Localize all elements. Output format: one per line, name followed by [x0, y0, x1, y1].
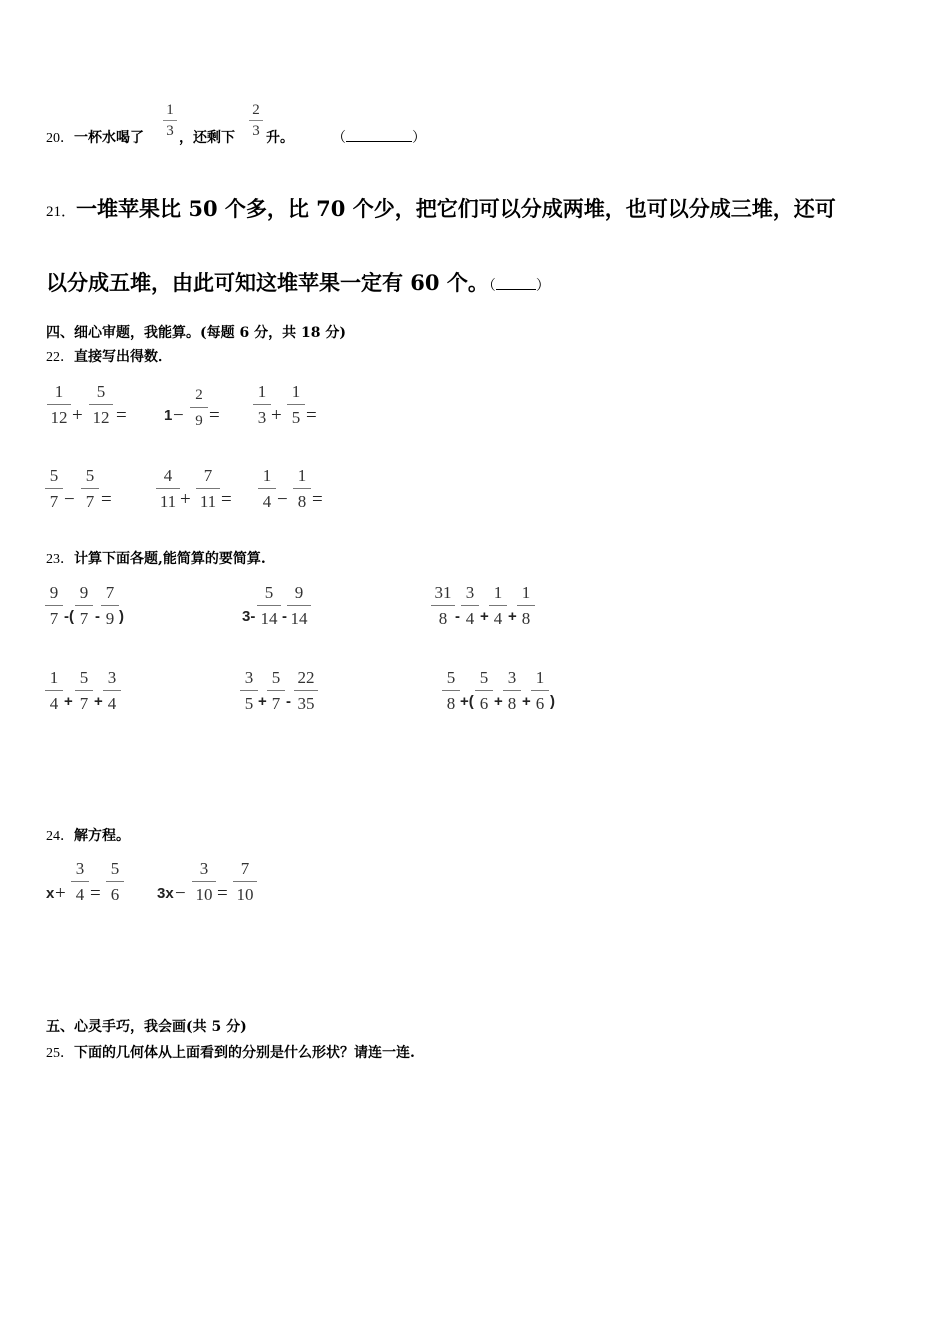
fraction: 5 6	[474, 667, 494, 715]
fraction: 31 8	[430, 582, 456, 630]
fraction: 5 14	[256, 582, 282, 630]
q20-answer-blank[interactable]: （ ）	[332, 130, 426, 146]
section-5-title: 五、心灵手巧，我会画(共 5 分)	[46, 1019, 247, 1035]
equals: =	[221, 489, 232, 510]
fraction: 4 11	[155, 465, 181, 513]
fraction: 7 11	[195, 465, 221, 513]
fraction: 1 5	[286, 381, 306, 429]
section-4-title: 四、细心审题，我能算。(每题 6 分，共 18 分)	[46, 325, 346, 341]
equals: =	[312, 489, 323, 510]
operator: -(	[64, 608, 74, 625]
fraction: 3 5	[239, 667, 259, 715]
operator: -	[286, 693, 291, 710]
fraction: 3 4	[460, 582, 480, 630]
q22-heading: 22．直接写出得数．	[46, 349, 172, 365]
fraction: 1 3	[252, 381, 272, 429]
fraction: 22 35	[293, 667, 319, 715]
fraction: 5 7	[74, 667, 94, 715]
fraction: 1 8	[292, 465, 312, 513]
q20-line	[46, 128, 144, 149]
q20-text-a: 一杯水喝了	[74, 130, 144, 146]
fraction: 2 9	[189, 384, 209, 432]
q20-text-b: ，还剩下	[179, 130, 235, 146]
operator: +	[180, 489, 191, 510]
fraction: 1 12	[46, 381, 72, 429]
operator: +	[494, 693, 503, 710]
fraction: 7 10	[232, 858, 258, 906]
fraction: 3 8	[502, 667, 522, 715]
operator: -	[95, 608, 100, 625]
operator: +	[271, 405, 282, 426]
fraction: 5 8	[441, 667, 461, 715]
q20-fraction-a: 1 3	[163, 101, 177, 140]
q23-heading: 23．计算下面各题,能简算的要简算.	[46, 551, 266, 567]
fraction: 5 6	[105, 858, 125, 906]
fraction: 5 7	[80, 465, 100, 513]
operator: +	[258, 693, 267, 710]
fraction: 7 9	[100, 582, 120, 630]
fraction: 1 6	[530, 667, 550, 715]
fraction: 3 4	[102, 667, 122, 715]
q24-heading: 24．解方程。	[46, 828, 130, 844]
operator: +	[508, 608, 517, 625]
q20-fraction-b: 2 3	[249, 101, 263, 140]
operator: −	[175, 883, 186, 904]
q21-answer-blank[interactable]: （ ）	[488, 278, 550, 294]
operator: )	[550, 693, 555, 710]
fraction: 9 7	[74, 582, 94, 630]
operator: +(	[460, 693, 474, 710]
fraction: 5 12	[88, 381, 114, 429]
q20-text-c: 升。	[266, 130, 294, 146]
q25-heading: 25．下面的几何体从上面看到的分别是什么形状？请连一连.	[46, 1045, 415, 1061]
fraction: 9 14	[286, 582, 312, 630]
fraction: 5 7	[266, 667, 286, 715]
equals: =	[306, 405, 317, 426]
equals: =	[217, 883, 228, 904]
fraction: 1 4	[257, 465, 277, 513]
operator: -	[282, 608, 287, 625]
fraction: 1 8	[516, 582, 536, 630]
variable: 3x	[157, 885, 174, 902]
operator: +	[55, 883, 66, 904]
equals: =	[116, 405, 127, 426]
q21-line2: 以分成五堆，由此可知这堆苹果一定有 60 个。（ ）	[46, 270, 550, 295]
question-number: 24．	[46, 829, 74, 844]
operator: +	[522, 693, 531, 710]
operator: −	[64, 489, 75, 510]
operator: +	[64, 693, 73, 710]
operator: +	[94, 693, 103, 710]
equals: =	[209, 405, 220, 426]
fraction: 5 7	[44, 465, 64, 513]
operator: −	[173, 405, 184, 426]
question-number: 21．	[46, 204, 77, 220]
lead-number: 3-	[242, 608, 256, 625]
question-number: 22．	[46, 350, 74, 365]
operator: −	[277, 489, 288, 510]
question-number: 23．	[46, 552, 74, 567]
question-number: 20．	[46, 131, 74, 146]
lead-number: 1	[164, 407, 173, 424]
question-number: 25．	[46, 1046, 74, 1061]
operator: +	[72, 405, 83, 426]
fraction: 1 4	[488, 582, 508, 630]
equals: =	[101, 489, 112, 510]
operator: -	[455, 608, 460, 625]
equals: =	[90, 883, 101, 904]
fraction: 3 4	[70, 858, 90, 906]
variable: x	[46, 885, 55, 902]
fraction: 9 7	[44, 582, 64, 630]
operator: +	[480, 608, 489, 625]
fraction: 1 4	[44, 667, 64, 715]
operator: )	[119, 608, 124, 625]
fraction: 3 10	[191, 858, 217, 906]
q21-line1: 21．一堆苹果比 50 个多，比 70 个少，把它们可以分成两堆，也可以分成三堆，还可	[46, 196, 836, 221]
